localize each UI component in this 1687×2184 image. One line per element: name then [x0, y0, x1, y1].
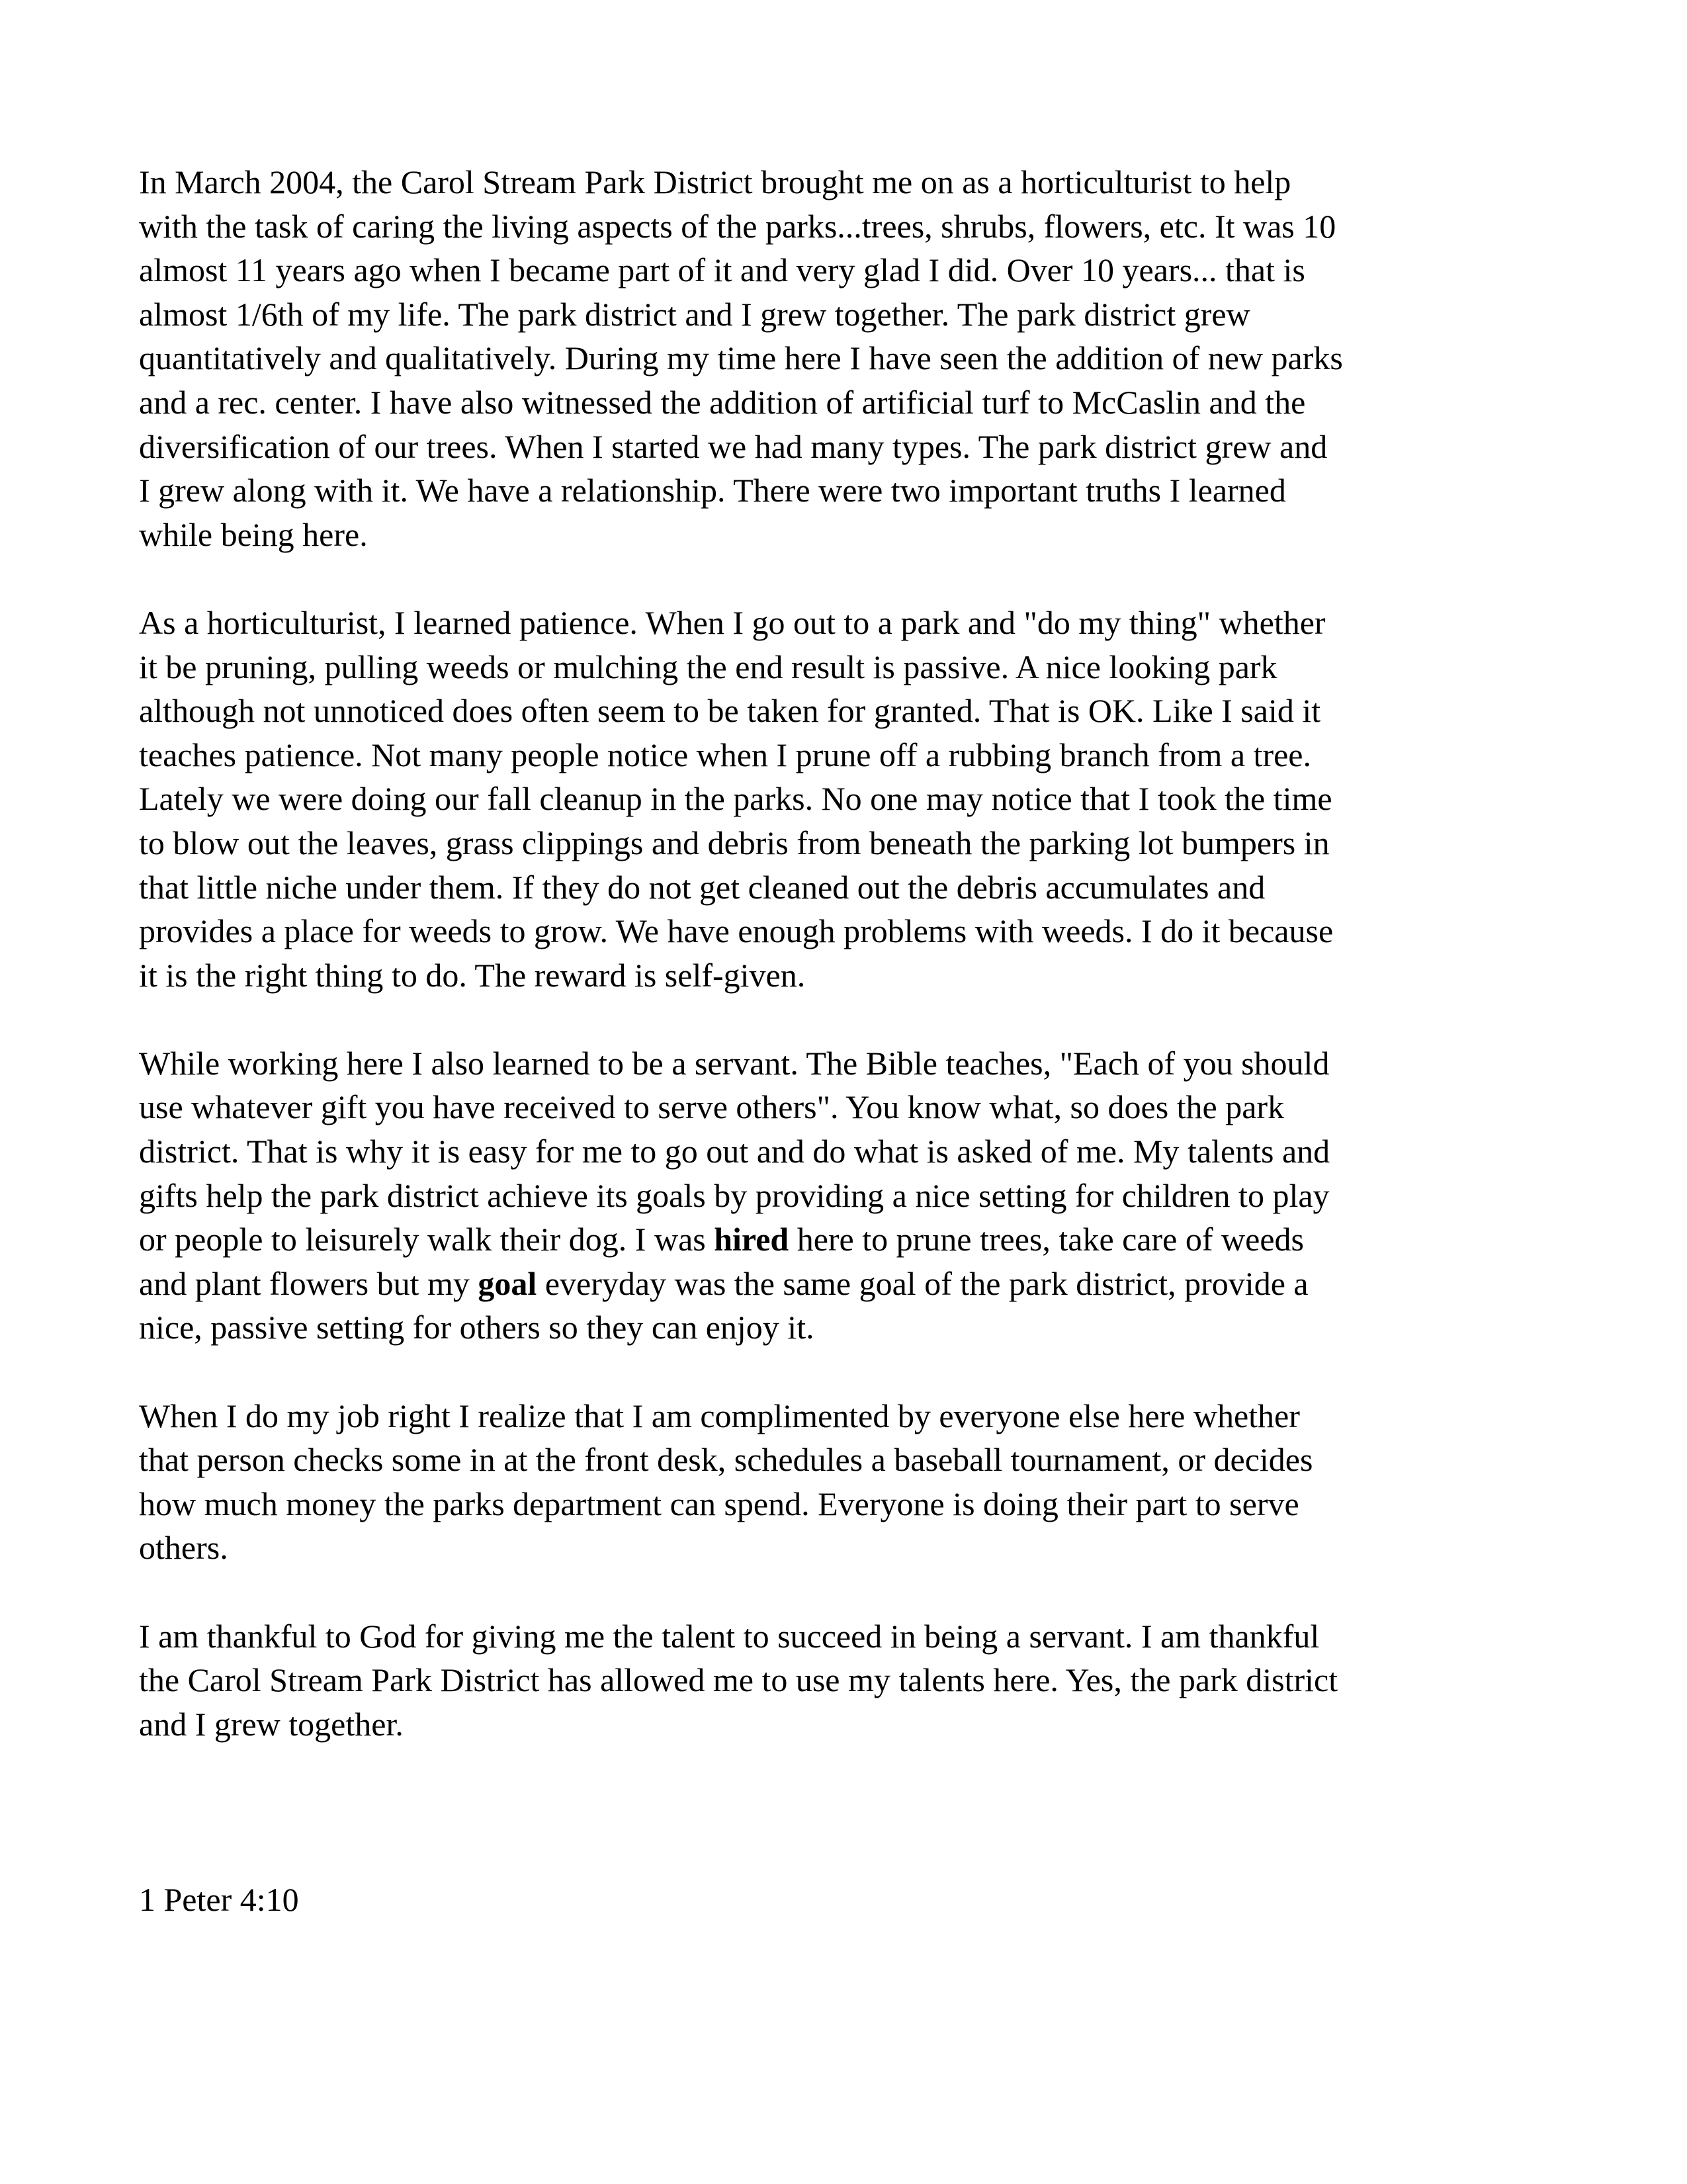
text-line: that little niche under them. If they do not get cleaned out the debris accumulates and: [139, 868, 1266, 906]
text-segment: or people to leisurely walk their dog. I was: [139, 1221, 714, 1258]
text-line: to blow out the leaves, grass clippings and debris from beneath the parking lot bumpers in: [139, 824, 1330, 861]
paragraph-1: [139, 160, 1555, 556]
text-line: use whatever gift you have received to serve others". You know what, so does the park: [139, 1088, 1285, 1126]
body-text: [139, 160, 1555, 1790]
text-line: Lately we were doing our fall cleanup in the parks. No one may notice that I took the time: [139, 780, 1332, 818]
text-segment: here to prune trees, take care of weeds: [789, 1221, 1304, 1258]
text-line: nice, passive setting for others so they can enjoy it.: [139, 1309, 814, 1346]
text-line: teaches patience. Not many people notice when I prune off a rubbing branch from a tree.: [139, 736, 1311, 773]
text-line: provides a place for weeds to grow. We have enough problems with weeds. I do it because: [139, 912, 1334, 950]
text-line: quantitatively and qualitatively. During my time here I have seen the addition of new parks: [139, 339, 1343, 377]
text-line: almost 1/6th of my life. The park district and I grew together. The park district grew: [139, 295, 1250, 333]
text-line: While working here I also learned to be a servant. The Bible teaches, "Each of you should: [139, 1044, 1330, 1082]
text-line: it is the right thing to do. The reward is self-given.: [139, 956, 806, 994]
text-line-with-bold: [139, 1262, 1555, 1306]
text-line: gifts help the park district achieve its goals by providing a nice setting for children to play: [139, 1176, 1330, 1214]
text-line: almost 11 years ago when I became part of it and very glad I did. Over 10 years... that is: [139, 251, 1305, 289]
text-line-with-bold: [139, 1217, 1555, 1262]
text-line: with the task of caring the living aspects of the parks...trees, shrubs, flowers, etc. It was 10: [139, 207, 1336, 245]
text-line: I am thankful to God for giving me the talent to succeed in being a servant. I am thankful: [139, 1617, 1320, 1655]
text-line: and I grew together.: [139, 1705, 404, 1743]
text-line: although not unnoticed does often seem to be taken for granted. That is OK. Like I said it: [139, 692, 1321, 730]
text-segment: and plant flowers but my: [139, 1264, 478, 1302]
bold-word-hired: hired: [714, 1221, 789, 1258]
text-line: others.: [139, 1529, 228, 1567]
text-line: In March 2004, the Carol Stream Park District brought me on as a horticulturist to help: [139, 163, 1291, 200]
paragraph-2: [139, 601, 1555, 997]
text-line: district. That is why it is easy for me to go out and do what is asked of me. My talents and: [139, 1133, 1330, 1170]
text-line: and a rec. center. I have also witnessed the addition of artificial turf to McCaslin and the: [139, 383, 1306, 421]
bold-word-goal: goal: [478, 1264, 537, 1302]
paragraph-4: [139, 1394, 1555, 1570]
text-line: When I do my job right I realize that I am complimented by everyone else here whether: [139, 1397, 1300, 1434]
text-line: that person checks some in at the front desk, schedules a baseball tournament, or decides: [139, 1441, 1313, 1479]
text-line: it be pruning, pulling weeds or mulching the end result is passive. A nice looking park: [139, 648, 1277, 685]
text-line: I grew along with it. We have a relationship. There were two important truths I learned: [139, 472, 1286, 509]
paragraph-3: [139, 1041, 1555, 1350]
text-line: diversification of our trees. When I started we had many types. The park district grew and: [139, 427, 1328, 465]
text-segment: everyday was the same goal of the park district, provide a: [537, 1264, 1309, 1302]
paragraph-5: [139, 1614, 1555, 1747]
scripture-reference: 1 Peter 4:10: [139, 1881, 299, 1918]
text-line: the Carol Stream Park District has allowed me to use my talents here. Yes, the park district: [139, 1661, 1338, 1699]
text-line: while being here.: [139, 515, 368, 553]
text-line: how much money the parks department can spend. Everyone is doing their part to serve: [139, 1485, 1299, 1522]
text-line: As a horticulturist, I learned patience. When I go out to a park and "do my thing" whether: [139, 603, 1326, 641]
